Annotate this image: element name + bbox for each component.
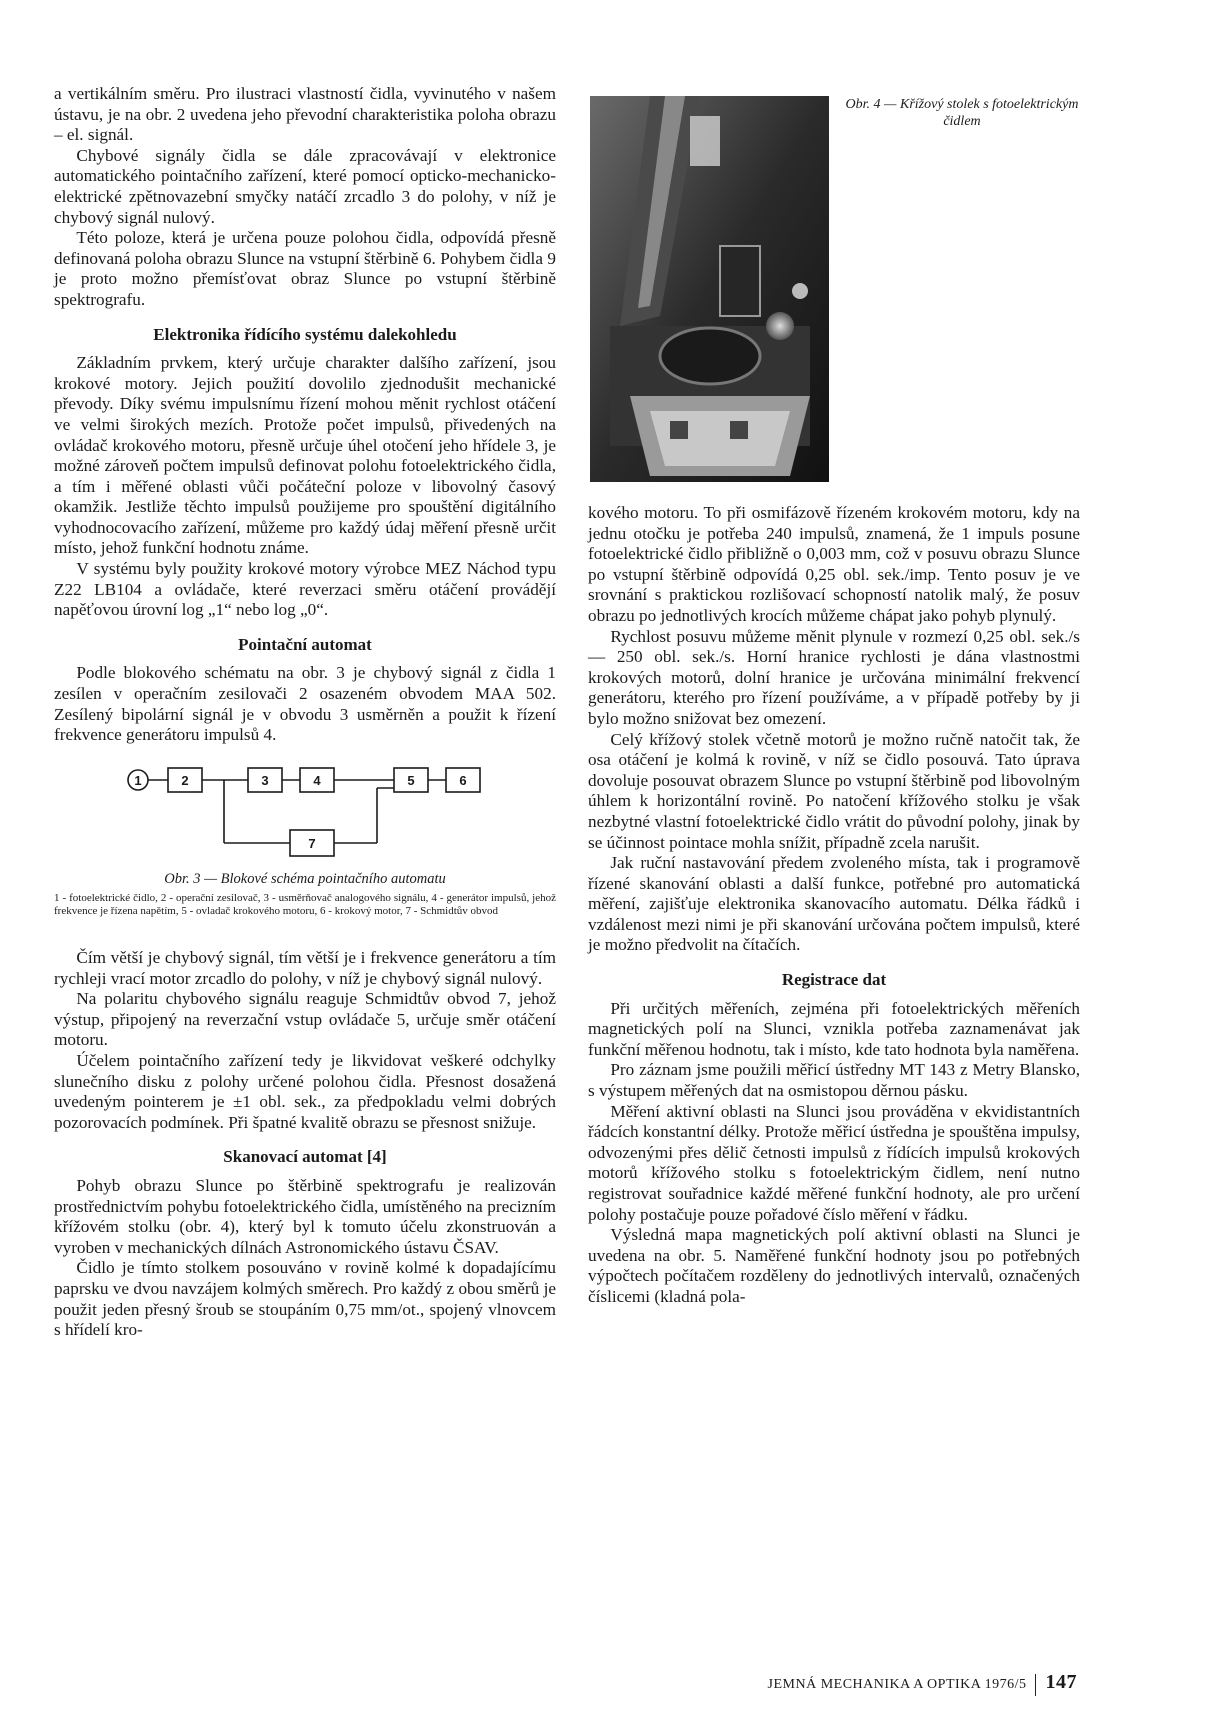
block-diagram (54, 760, 556, 866)
paragraph: Na polaritu chybového signálu reaguje Schmidtův obvod 7, jehož výstup, připojený na reverzační vstup ovládače 5, určuje směr otáčení motoru. (54, 989, 556, 1050)
page-footer (768, 1671, 1077, 1696)
paragraph: Jak ruční nastavování předem zvoleného místa, tak i programově řízené skanování oblasti a další funkce, potřebné pro automatická měření, zajišťuje elektronika skanovacího automatu. Délka řádků i vzdálenost mezi nimi je při skanování určována počtem impulsů, které je možno předvolit na čítačích. (588, 853, 1080, 955)
figure-photo (590, 96, 829, 482)
paragraph: Podle blokového schématu na obr. 3 je chybový signál z čidla 1 zesílen v operačním zesilovači 2 osazeném obvodem MAA 502. Zesílený bipolární signál je v obvodu 3 usměrněn a použit k řízení frekvence generátoru impulsů 4. (54, 663, 556, 745)
paragraph: kového motoru. To při osmifázově řízeném krokovém motoru, kdy na jednu otočku je potřeba 240 impulsů, znamená, že 1 impuls posune fotoelektrické čidlo přibližně o 0,003 mm, což v posuvu obrazu Slunce po vstupní štěrbině odpovídá 0,25 obl. sek./imp. Tento posuv je ve srovnání s praktickou rozlišovací schopností natolik malý, že posuv obrazu po jednotlivých krocích můžeme chápat jako pohyb plynulý. (588, 503, 1080, 625)
block-label: 1 (134, 772, 142, 788)
block-label: 2 (181, 772, 189, 788)
figure-caption: Obr. 4 — Křížový stolek s fotoelektrickým čidlem (845, 97, 1079, 129)
paragraph: Základním prvkem, který určuje charakter dalšího zařízení, jsou krokové motory. Jejich použití dovolilo zjednodušit mechanické převody. Díky svému impulsnímu řízení mohou měnit rychlost otáčení ve velmi širokých mezích. Protože počet impulsů, přivedených na ovládač krokového motoru, přesně určuje úhel otočení jeho hřídele 3, je možné zároveň počtem impulsů definovat polohu fotoelektrického čidla, a tím i měřené oblasti vůči počáteční poloze v libovolný časový okamžik. Jestliže těchto impulsů použijeme pro spouštění digitálního vyhodnocovacího zařízení, můžeme pro každý údaj měření přesně určit místo, jehož funkční hodnotu známe. (54, 353, 556, 558)
footer-divider (1035, 1674, 1036, 1696)
paragraph: Rychlost posuvu můžeme měnit plynule v rozmezí 0,25 obl. sek./s — 250 obl. sek./s. Horní hranice rychlosti je dána vlastnostmi krokových motorů, dolní hranice je určována minimální frekvencí generátoru, kterého pro řízení používáme, a v případě potřeby by ji bylo možno snižovat bez omezení. (588, 626, 1080, 728)
left-column (54, 84, 556, 1341)
block-label: 3 (261, 772, 269, 788)
section-heading: Registrace dat (781, 970, 887, 990)
section-heading: Pointační automat (238, 634, 372, 654)
paragraph: a vertikálním směru. Pro ilustraci vlastností čidla, vyvinutého v našem ústavu, je na obr. 2 uvedena jeho převodní charakteristika poloha obrazu – el. signál. (54, 84, 556, 145)
block-label: 4 (313, 772, 321, 788)
paragraph: Účelem pointačního zařízení tedy je likvidovat veškeré odchylky slunečního disku z polohy určené polohou čidla. Přesnost dosažená uvedeným pointerem je ±1 obl. sek., za předpokladu velmi dobrých pozorovacích podmínek. Při špatné kvalitě obrazu se přesnost snižuje. (54, 1050, 556, 1132)
paragraph: V systému byly použity krokové motory výrobce MEZ Náchod typu Z22 LB104 a ovládače, které reverzaci směru otáčení provádějí napěťovou úrovní log „1“ nebo log „0“. (54, 559, 556, 620)
block-label: 6 (459, 772, 467, 788)
photo-illustration (590, 96, 829, 482)
figure-caption: Obr. 3 — Blokové schéma pointačního automatu (164, 871, 446, 888)
right-column (588, 503, 1080, 1308)
block-label: 7 (308, 835, 316, 851)
paragraph: Čím větší je chybový signál, tím větší je i frekvence generátoru a tím rychleji vrací motor zrcadlo do polohy, v níž je chybový signál nulový. (54, 948, 556, 988)
paragraph: Měření aktivní oblasti na Slunci jsou prováděna v ekvidistantních řádcích konstantní délky. Protože měřicí ústředna je spouštěna impulsy, odvozenými přes dělič četnosti impulsů z řídících impulsů krokových motorů křížového stolku s fotoelektrickým čidlem, není nutno registrovat souřadnice každé měřené funkční hodnoty, ale pro určení polohy postačuje pouze pořadové číslo měření v řádku. (588, 1101, 1080, 1224)
figure-legend: 1 - fotoelektrické čidlo, 2 - operační zesilovač, 3 - usměrňovač analogového signálu, 4 - generátor impulsů, jehož frekvence je řízena napětím, 5 - ovladač krokového motoru, 6 - krokový motor, 7 - Schmidtův obvod (54, 892, 556, 917)
journal-name: JEMNÁ MECHANIKA A OPTIKA 1976/5 (767, 1677, 1027, 1692)
section-heading: Elektronika řídícího systému dalekohledu (153, 324, 457, 344)
block-diagram-svg (54, 760, 556, 860)
section-heading: Skanovací automat [4] (223, 1147, 387, 1167)
paragraph: Pohyb obrazu Slunce po štěrbině spektrografu je realizován prostřednictvím pohybu fotoelektrického čidla, umístěného na precizním křížovém stolku (obr. 4), který byl k tomuto účelu zkonstruován a vyroben v mechanických dílnách Astronomického ústavu ČSAV. (54, 1175, 556, 1257)
paragraph: Výsledná mapa magnetických polí aktivní oblasti na Slunci je uvedena na obr. 5. Naměřené funkční hodnoty jsou po potřebných výpočtech počítačem rozděleny do jednotlivých intervalů, označených číslicemi (kladná pola- (588, 1225, 1080, 1306)
paragraph: Pro záznam jsme použili měřicí ústředny MT 143 z Metry Blansko, s výstupem měřených dat na osmistopou děrnou pásku. (588, 1060, 1080, 1101)
paragraph: Této poloze, která je určena pouze polohou čidla, odpovídá přesně definovaná poloha obrazu Slunce na vstupní štěrbině 6. Pohybem čidla 9 je proto možno přemísťovat obraz Slunce po vstupní štěrbině spektrografu. (54, 228, 556, 309)
paragraph: Chybové signály čidla se dále zpracovávají v elektronice automatického pointačního zařízení, které pomocí opticko-mechanicko-elektrické zpětnovazební smyčky natáčí zrcadlo 3 do polohy, v níž je chybový signál nulový. (54, 145, 556, 227)
page-number: 147 (1045, 1671, 1077, 1693)
block-label: 5 (407, 772, 415, 788)
paragraph: Celý křížový stolek včetně motorů je možno ručně natočit tak, že osa otáčení je kolmá k rovině, v níž se čidlo posouvá. Tato úprava dovoluje posouvat obrazem Slunce po vstupní štěrbině pod libovolným úhlem k horizontální rovině. Po natočení křížového stolku je však nezbytné vlastní fotoelektrické čidlo vrátit do původní polohy, jinak by se účinnost pointace mohla snížit, případně zcela narušit. (588, 729, 1080, 852)
paragraph: Čidlo je tímto stolkem posouváno v rovině kolmé k dopadajícímu paprsku ve dvou navzájem kolmých směrech. Pro každý z obou směrů je použit jeden přesný šroub se stoupáním 0,75 mm/ot., spojený vlnovcem s hřídelí kro- (54, 1258, 556, 1340)
paragraph: Při určitých měřeních, zejména při fotoelektrických měřeních magnetických polí na Slunci, vznikla potřeba zaznamenávat jak funkční měřenou hodnotu, tak i místo, kde tato hodnota byla naměřena. (588, 998, 1080, 1059)
